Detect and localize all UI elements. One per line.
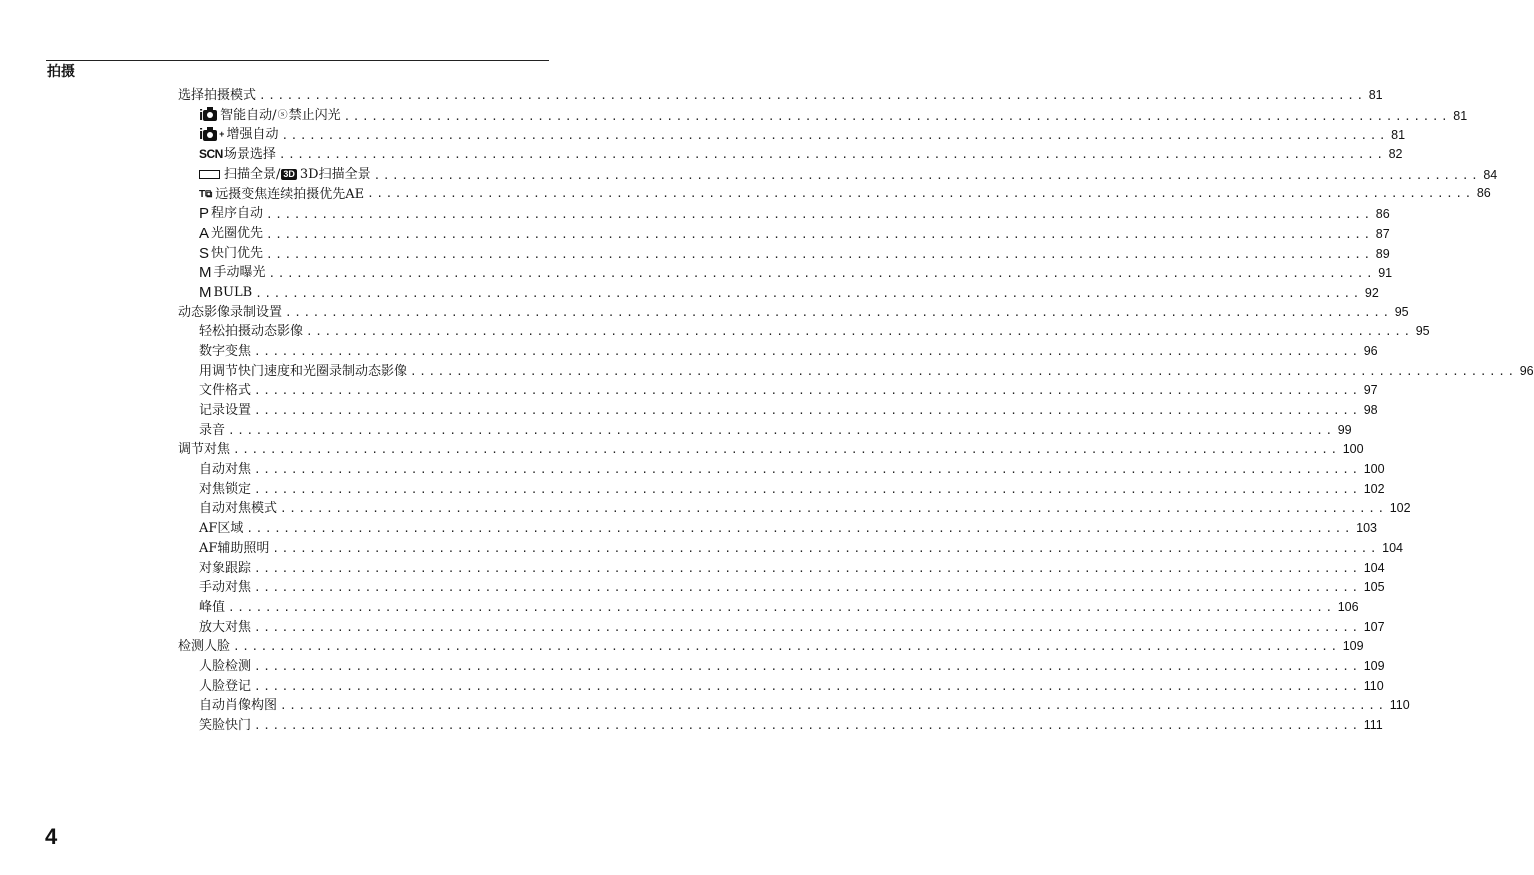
leader-dots: ........................................................................................................................ bbox=[254, 659, 1361, 673]
mode-m-icon: M bbox=[199, 264, 212, 282]
toc-entry-label: 手动对焦 bbox=[199, 580, 252, 596]
toc-subentry bbox=[178, 519, 1377, 539]
toc-subentry bbox=[178, 539, 1403, 559]
toc-entry-label: 自动肖像构图 bbox=[199, 698, 278, 714]
toc-subentry bbox=[178, 263, 1393, 283]
toc-entry-label: 检测人脸 bbox=[178, 639, 231, 655]
mode-p-icon: P bbox=[199, 205, 210, 223]
3d-panorama-icon: 3D bbox=[283, 169, 295, 180]
toc-entry-label: 对象跟踪 bbox=[199, 560, 252, 576]
toc-page-number: 110 bbox=[1363, 678, 1384, 693]
toc-subentry bbox=[178, 480, 1385, 500]
toc-subentry bbox=[178, 499, 1411, 519]
toc-page-number: 81 bbox=[1391, 128, 1406, 143]
leader-dots: ........................................................................................................................ bbox=[246, 522, 1354, 536]
toc-entry-label: SCN 场景选择 bbox=[199, 145, 276, 165]
leader-dots: ........................................................................................................................ bbox=[254, 719, 1361, 732]
flash-off-icon: ⓢ bbox=[277, 109, 288, 121]
toc-subentry bbox=[178, 559, 1385, 579]
toc-subentry bbox=[178, 322, 1430, 342]
toc-subentry bbox=[178, 204, 1390, 224]
leader-dots: ........................................................................................................................ bbox=[228, 600, 1335, 614]
toc-entry-label: i 智能自动/ ⓢ 禁止闪光 bbox=[199, 106, 341, 124]
leader-dots: ........................................................................................................................ bbox=[259, 89, 1366, 102]
toc-subentry bbox=[178, 716, 1383, 736]
toc-subentry bbox=[178, 362, 1534, 382]
toc-page-number: 104 bbox=[1382, 540, 1403, 555]
mode-a-icon: A bbox=[199, 224, 210, 242]
leader-dots: ........................................................................................................................ bbox=[343, 109, 1451, 123]
mode-m-bulb-icon: M bbox=[199, 283, 212, 301]
toc-entry bbox=[178, 303, 1409, 323]
toc-page-number: 109 bbox=[1363, 658, 1385, 673]
toc-subentry bbox=[178, 165, 1498, 185]
toc-entry-label: 自动对焦模式 bbox=[199, 501, 278, 517]
toc-entry-label: AF区域 bbox=[199, 521, 244, 537]
toc-entry-label: T⧉ 远摄变焦连续拍摄优先AE bbox=[199, 185, 364, 205]
toc-page-number: 89 bbox=[1375, 246, 1390, 261]
leader-dots: ........................................................................................................................ bbox=[272, 541, 1380, 555]
leader-dots: ........................................................................................................................ bbox=[254, 561, 1361, 575]
toc-subentry bbox=[178, 598, 1359, 618]
toc-subentry bbox=[178, 106, 1468, 126]
leader-dots: ........................................................................................................................ bbox=[254, 581, 1361, 595]
toc-page-number: 106 bbox=[1337, 599, 1359, 614]
table-of-contents bbox=[178, 86, 1534, 736]
toc-page-number: 102 bbox=[1363, 481, 1385, 496]
toc-page-number: 99 bbox=[1337, 422, 1352, 437]
leader-dots: ........................................................................................................................ bbox=[228, 423, 1335, 437]
leader-dots: ........................................................................................................................ bbox=[280, 699, 1387, 713]
toc-subentry bbox=[178, 381, 1378, 401]
toc-subentry bbox=[178, 421, 1352, 441]
leader-dots: ........................................................................................................................ bbox=[285, 305, 1392, 319]
toc-entry-label: 用调节快门速度和光圈录制动态影像 bbox=[199, 363, 408, 379]
toc-subentry bbox=[178, 184, 1491, 204]
toc-entry-label: 动态影像录制设置 bbox=[178, 304, 283, 320]
toc-entry bbox=[178, 86, 1383, 106]
toc-entry-label: i + 增强自动 bbox=[199, 126, 279, 144]
toc-page-number: 82 bbox=[1388, 147, 1403, 162]
toc-entry-label: 轻松拍摄动态影像 bbox=[199, 324, 304, 340]
leader-dots: ........................................................................................................................ bbox=[268, 267, 1376, 281]
toc-page-number: 97 bbox=[1363, 383, 1378, 398]
leader-dots: ........................................................................................................................ bbox=[280, 502, 1387, 516]
toc-entry bbox=[178, 440, 1364, 460]
leader-dots: ........................................................................................................................ bbox=[254, 384, 1361, 398]
toc-page-number: 86 bbox=[1375, 207, 1390, 222]
toc-entry-label: M BULB bbox=[199, 283, 253, 301]
toc-page-number: 111 bbox=[1363, 718, 1383, 732]
toc-page-number: 81 bbox=[1453, 108, 1468, 123]
section-title: 拍摄 bbox=[47, 64, 75, 80]
toc-subentry bbox=[178, 657, 1385, 677]
toc-subentry bbox=[178, 578, 1385, 598]
leader-dots: ........................................................................................................................ bbox=[254, 679, 1361, 693]
leader-dots: ........................................................................................................................ bbox=[266, 247, 1373, 261]
leader-dots: ........................................................................................................................ bbox=[410, 364, 1517, 378]
toc-page-number: 104 bbox=[1363, 560, 1385, 575]
toc-subentry bbox=[178, 342, 1378, 362]
leader-dots: ........................................................................................................................ bbox=[367, 187, 1474, 201]
toc-page-number: 86 bbox=[1476, 186, 1491, 201]
sweep-panorama-icon bbox=[199, 170, 220, 179]
leader-dots: ........................................................................................................................ bbox=[266, 208, 1373, 222]
leader-dots: ........................................................................................................................ bbox=[254, 463, 1361, 477]
mode-s-icon: S bbox=[199, 244, 210, 262]
toc-subentry bbox=[178, 145, 1403, 165]
header-rule bbox=[46, 60, 549, 61]
toc-entry-label: 文件格式 bbox=[199, 383, 252, 399]
toc-entry-label: 调节对焦 bbox=[178, 442, 231, 458]
leader-dots: ........................................................................................................................ bbox=[281, 129, 1389, 143]
toc-page-number: 105 bbox=[1363, 580, 1385, 595]
toc-page-number: 92 bbox=[1364, 285, 1379, 300]
leader-dots: ........................................................................................................................ bbox=[254, 404, 1361, 417]
toc-entry-label: 放大对焦 bbox=[199, 619, 252, 635]
leader-dots: ........................................................................................................................ bbox=[233, 443, 1340, 457]
toc-subentry bbox=[178, 460, 1385, 480]
toc-entry-label: S 快门优先 bbox=[199, 244, 264, 262]
toc-subentry bbox=[178, 224, 1390, 244]
toc-entry-label: 峰值 bbox=[199, 599, 226, 615]
toc-subentry bbox=[178, 244, 1390, 264]
toc-page-number: 95 bbox=[1394, 304, 1409, 319]
toc-subentry bbox=[178, 283, 1379, 303]
toc-subentry bbox=[178, 125, 1406, 145]
toc-page-number: 96 bbox=[1363, 343, 1378, 358]
toc-entry-label: 录音 bbox=[199, 422, 226, 438]
leader-dots: ........................................................................................................................ bbox=[278, 148, 1386, 162]
toc-page-number: 102 bbox=[1389, 501, 1411, 516]
toc-entry-label: P 程序自动 bbox=[199, 205, 264, 223]
leader-dots: ........................................................................................................................ bbox=[254, 344, 1361, 358]
toc-page-number: 103 bbox=[1356, 521, 1377, 536]
leader-dots: ........................................................................................................................ bbox=[306, 325, 1413, 339]
toc-entry-label: 笑脸快门 bbox=[199, 718, 252, 733]
toc-subentry bbox=[178, 677, 1384, 697]
toc-subentry bbox=[178, 696, 1410, 716]
toc-page-number: 107 bbox=[1363, 619, 1385, 634]
intelligent-auto-icon: i bbox=[199, 106, 219, 126]
leader-dots: ........................................................................................................................ bbox=[233, 640, 1340, 654]
leader-dots: ........................................................................................................................ bbox=[266, 227, 1373, 241]
toc-entry-label: 选择拍摄模式 bbox=[178, 88, 257, 103]
toc-entry bbox=[178, 637, 1364, 657]
toc-subentry bbox=[178, 401, 1378, 421]
toc-page-number: 110 bbox=[1389, 698, 1410, 713]
toc-page-number: 95 bbox=[1415, 324, 1430, 339]
toc-page-number: 109 bbox=[1342, 639, 1364, 654]
toc-entry-label: AF辅助照明 bbox=[199, 540, 270, 556]
tele-zoom-continuous-icon: T⧉ bbox=[199, 189, 213, 201]
superior-auto-icon: i + bbox=[199, 126, 225, 144]
leader-dots: ........................................................................................................................ bbox=[255, 286, 1362, 300]
leader-dots: ........................................................................................................................ bbox=[254, 482, 1361, 496]
toc-entry-label: 人脸登记 bbox=[199, 678, 252, 694]
toc-page-number: 84 bbox=[1483, 168, 1498, 183]
leader-dots: ........................................................................................................................ bbox=[373, 169, 1481, 183]
toc-entry-label: 自动对焦 bbox=[199, 462, 252, 478]
toc-entry-label: 数字变焦 bbox=[199, 343, 252, 359]
toc-page-number: 100 bbox=[1363, 462, 1385, 477]
toc-entry-label: 对焦锁定 bbox=[199, 481, 252, 497]
toc-entry-label: 扫描全景/ 3D 3D扫描全景 bbox=[199, 165, 371, 185]
toc-entry-label: 人脸检测 bbox=[199, 658, 252, 674]
toc-page-number: 87 bbox=[1375, 226, 1390, 241]
toc-entry-label: A 光圈优先 bbox=[199, 224, 264, 242]
toc-page-number: 81 bbox=[1368, 88, 1383, 102]
toc-subentry bbox=[178, 618, 1385, 638]
page-number: 4 bbox=[45, 824, 58, 849]
scn-icon: SCN bbox=[199, 147, 223, 162]
toc-page-number: 91 bbox=[1378, 266, 1393, 281]
toc-entry-label: 记录设置 bbox=[199, 403, 252, 418]
toc-entry-label: M 手动曝光 bbox=[199, 264, 266, 282]
toc-page-number: 98 bbox=[1363, 403, 1378, 417]
toc-page-number: 96 bbox=[1519, 363, 1534, 378]
toc-page-number: 100 bbox=[1342, 442, 1364, 457]
leader-dots: ........................................................................................................................ bbox=[254, 620, 1361, 634]
